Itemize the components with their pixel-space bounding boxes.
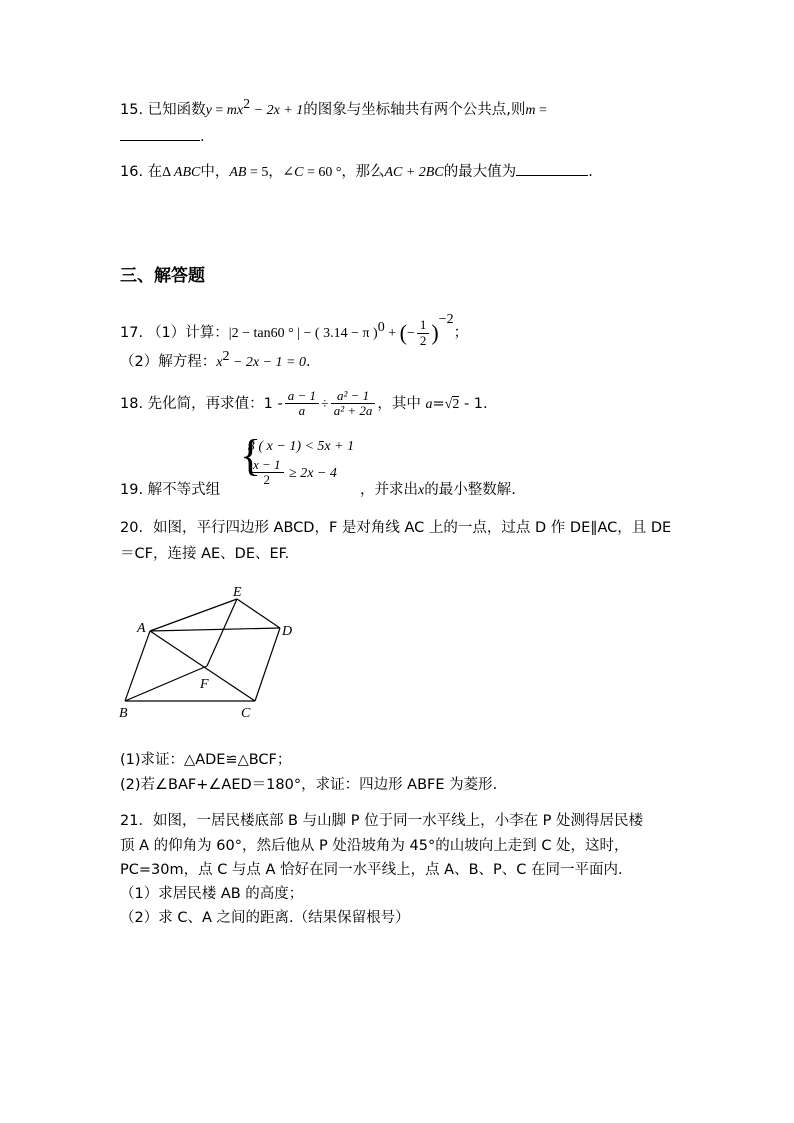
q17-number: 17.	[120, 325, 144, 341]
q16-text-1: 在	[147, 164, 163, 180]
line-bf	[125, 666, 207, 701]
q18-fraction-1	[285, 389, 319, 419]
q21-line-3: PC=30m，点 C 与点 A 恰好在同一水平线上，点 A、B、P、C 在同一平面内.	[120, 862, 623, 878]
q20-line-1: 20．如图，平行四边形 ABCD，F 是对角线 AC 上的一点，过点 D 作 DE∥AC，且 DE	[120, 520, 672, 536]
q16-text-2: 中，	[200, 164, 230, 180]
line-ae	[150, 599, 237, 631]
q16-ab-value: = 5，	[246, 165, 283, 180]
q16-c-value: = 60 °，	[303, 165, 356, 180]
line-ad	[150, 628, 280, 631]
q17-right-paren: )	[431, 320, 439, 345]
q16-angle-symbol: ∠	[282, 165, 295, 180]
line-dc	[255, 628, 280, 701]
q16-end: .	[588, 164, 593, 180]
q16-abc: ABC	[173, 165, 201, 180]
q18-a: a	[425, 396, 433, 412]
q16-answer-blank[interactable]	[516, 163, 588, 176]
q21-sub-1: （1）求居民楼 AB 的高度；	[120, 886, 304, 902]
q16-c: C	[294, 165, 304, 180]
q17-left-paren: (	[399, 320, 407, 345]
q18-end: - 1.	[459, 395, 488, 412]
q19-brace: {	[240, 431, 262, 480]
section-title: 三、解答题	[120, 266, 205, 286]
q17-eq-exponent: 2	[222, 349, 230, 364]
q20-line-2: ＝CF，连接 AE、DE、EF.	[120, 546, 290, 562]
q17-neg-sign: −	[406, 326, 415, 341]
label-c: C	[241, 706, 251, 720]
q18-divide: ÷	[321, 396, 329, 412]
q18-text-mid: ，其中	[377, 395, 426, 412]
q15-answer-line	[120, 126, 205, 145]
q17-paren-expression: ( 3.14 − π )	[314, 326, 378, 341]
q18-sqrt-sign: √	[444, 396, 453, 412]
question-16	[120, 160, 593, 181]
q18-text: 先化简，再求值：1 -	[147, 395, 283, 412]
q20-figure	[110, 580, 310, 720]
q19-fraction	[250, 458, 284, 488]
q17-eq-x: x	[216, 354, 223, 370]
q20-sub-2: (2)若∠BAF+∠AED＝180°，求证：四边形 ABFE 为菱形.	[120, 777, 498, 793]
q15-number: 15.	[120, 101, 148, 118]
q18-number: 18.	[120, 395, 148, 412]
q18-eq: =	[432, 395, 445, 412]
q20-sub-1: (1)求证：△ADE≌△BCF；	[120, 752, 292, 768]
q18-f2-den: a² + 2a	[333, 403, 373, 419]
q15-fn-m: mx	[226, 102, 244, 118]
line-ef	[207, 599, 237, 666]
q17-neg2-exponent: −2	[438, 312, 454, 327]
q16-ab: AB	[229, 165, 247, 180]
q17-eq-rest: − 2x − 1 = 0	[229, 354, 307, 370]
q16-number: 16.	[120, 164, 148, 180]
q17-zero-exponent: 0	[377, 320, 385, 336]
q15-eq: =	[535, 102, 547, 118]
label-e: E	[233, 585, 242, 600]
q19-frac-den: 2	[263, 472, 271, 488]
q19-x: x	[418, 483, 425, 498]
q19-inequality-1: 3 ( x − 1) < 5x + 1	[248, 439, 355, 454]
q18-f1-den: a	[298, 403, 306, 419]
q19-frac-num: x − 1	[250, 458, 284, 473]
q18-f1-num: a − 1	[285, 389, 319, 404]
q16-text-3: 那么	[355, 164, 385, 180]
q15-fn-eq: =	[211, 102, 227, 118]
q18-fraction-2	[331, 389, 376, 419]
q15-end: .	[200, 129, 205, 145]
question-19	[120, 478, 220, 499]
q17-eq-end: .	[306, 353, 311, 370]
q17-fraction	[417, 318, 430, 348]
question-15	[120, 97, 547, 119]
q15-fn-y: y	[205, 102, 212, 118]
q17-frac-den: 2	[419, 332, 427, 348]
q15-text-pre: 已知函数	[147, 101, 206, 118]
q16-expression: AC + 2BC	[384, 165, 444, 180]
label-b: B	[119, 706, 128, 720]
q19-text: 解不等式组	[147, 482, 221, 498]
q18-f2-num: a² − 1	[331, 389, 376, 404]
q16-text-4: 的最大值为	[443, 164, 517, 180]
q15-var-m: m	[525, 102, 536, 118]
q16-triangle-symbol: Δ	[162, 165, 174, 180]
q19-inequality-2	[248, 458, 337, 488]
q17-frac-num: 1	[417, 318, 430, 333]
q15-answer-blank[interactable]	[120, 126, 200, 141]
question-18	[120, 389, 488, 419]
q19-tail-2: 的最小整数解.	[424, 482, 516, 498]
q21-sub-2: （2）求 C、A 之间的距离.（结果保留根号）	[120, 910, 410, 926]
q19-ineq2-rest: ≥ 2x − 4	[285, 465, 337, 481]
q17-semicolon: ；	[453, 325, 469, 341]
line-ed	[237, 599, 280, 628]
q17-part1-label: （1）计算：	[147, 325, 229, 341]
q15-text-mid: 的图象与坐标轴共有两个公共点,则	[303, 101, 526, 118]
q17-minus: −	[300, 326, 315, 341]
label-d: D	[282, 624, 293, 639]
label-a: A	[137, 621, 146, 636]
q15-fn-exp: 2	[243, 97, 251, 112]
label-f: F	[200, 677, 209, 692]
q21-line-2: 顶 A 的仰角为 60°，然后他从 P 处沿坡角为 45°的山坡向上走到 C 处，这时，	[120, 838, 629, 854]
q19-tail	[360, 478, 516, 499]
q21-line-1: 21．如图，一居民楼底部 B 与山脚 P 位于同一水平线上，小李在 P 处测得居民楼	[120, 813, 644, 829]
q19-tail-1: ，并求出	[360, 482, 418, 498]
question-17-part-2	[120, 349, 311, 371]
q17-part2-label: （2）解方程：	[120, 353, 217, 370]
q15-fn-rest: − 2x + 1	[250, 102, 304, 118]
q17-abs-expression: |2 − tan60 ° |	[228, 326, 300, 341]
q17-plus: +	[384, 326, 400, 341]
line-ab	[125, 631, 150, 701]
question-17-part-1	[120, 312, 468, 348]
q18-sqrt-value: 2	[452, 396, 460, 412]
q19-number: 19.	[120, 482, 148, 498]
